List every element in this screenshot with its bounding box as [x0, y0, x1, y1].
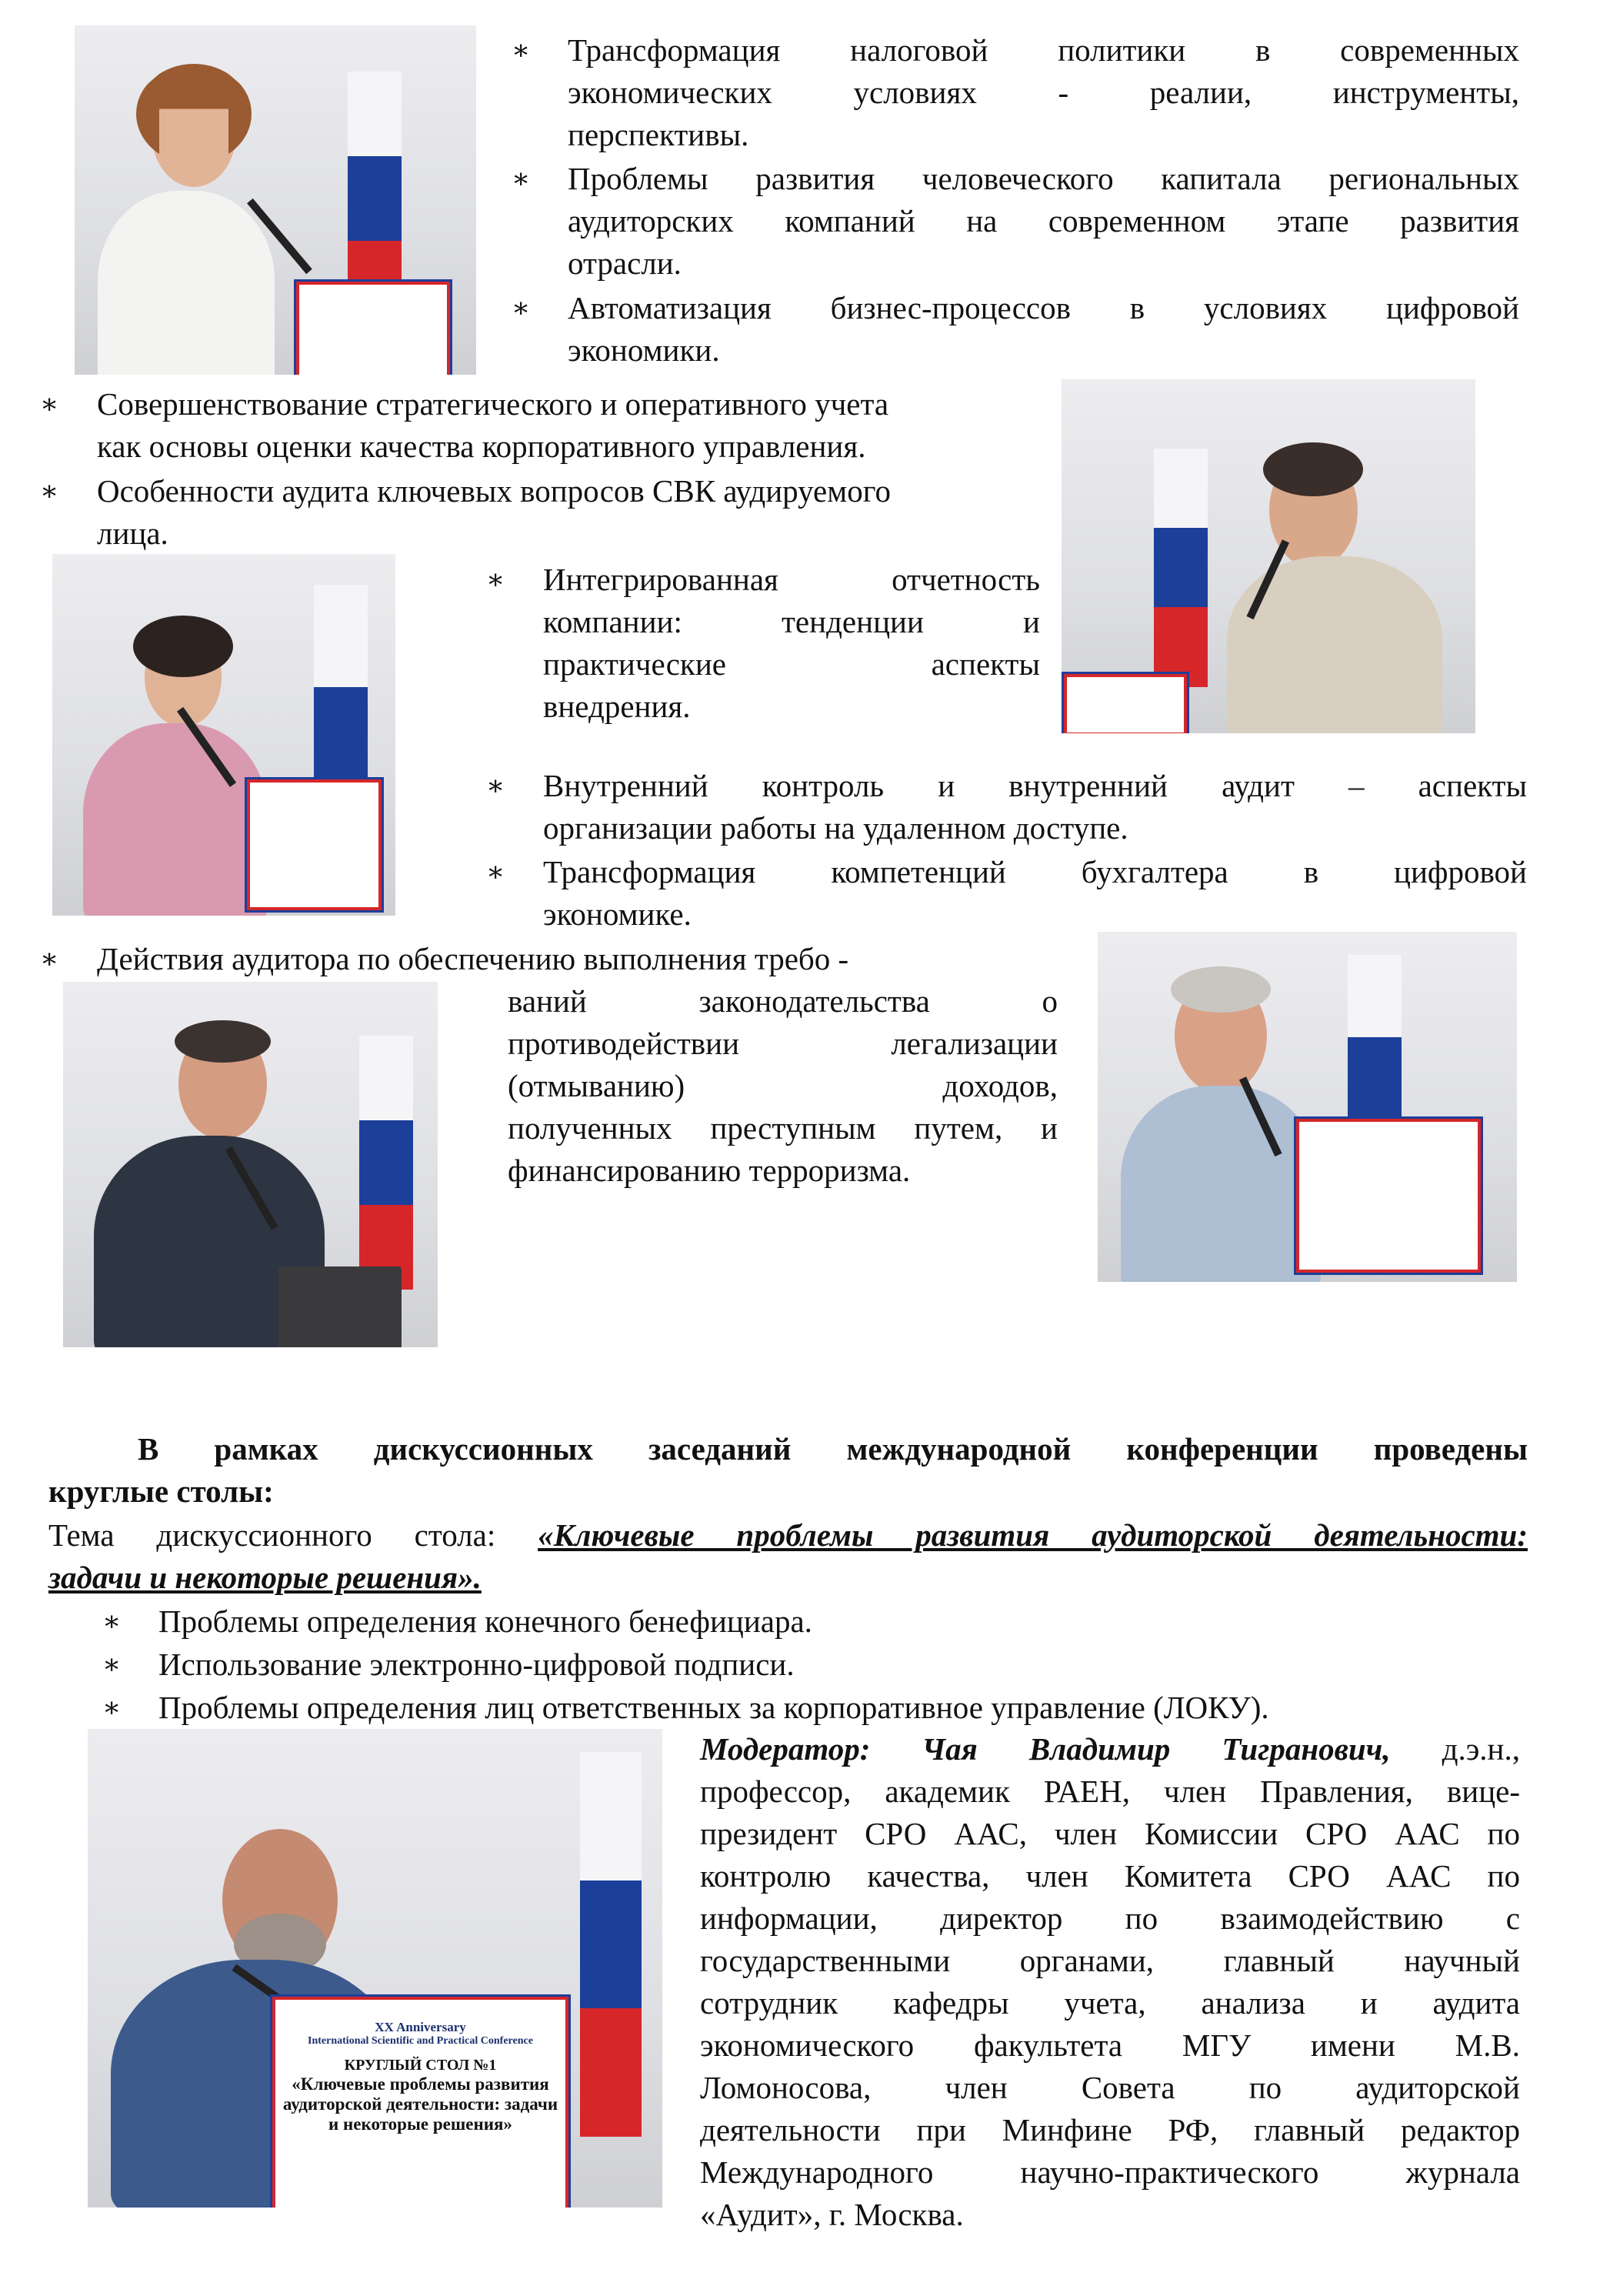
bullet: ∗	[102, 1606, 122, 1637]
russian-flag	[359, 1036, 413, 1290]
bullet: ∗	[486, 856, 505, 887]
bullet: ∗	[486, 564, 505, 595]
podium-sign	[1062, 672, 1189, 733]
list-item-continuation: ваний законодательства о противодействии легализации (отмыванию) доходов, полученных преступным путем, и финансированию терроризма.	[508, 983, 1058, 1188]
bullet: ∗	[486, 770, 505, 801]
podium-sign	[1294, 1116, 1483, 1275]
speaker-body	[1121, 1086, 1321, 1282]
speaker-hair	[133, 616, 233, 677]
speaker-hair	[1263, 442, 1363, 496]
speaker-hair	[175, 1020, 271, 1063]
topic-title-cont: задачи и некоторые решения».	[48, 1560, 482, 1595]
section-heading: В рамках дискуссионных заседаний международной конференции проведены круглые столы:	[48, 1431, 1528, 1509]
bullet: ∗	[512, 292, 531, 323]
speaker-body	[1227, 556, 1442, 733]
podium-sign	[245, 777, 384, 913]
bullet: ∗	[40, 389, 59, 419]
bullet: ∗	[512, 163, 531, 194]
speaker-body	[83, 723, 268, 916]
bullet: ∗	[40, 476, 59, 506]
bullet: ∗	[102, 1649, 122, 1680]
speaker-photo-4	[63, 982, 438, 1347]
list-item: Проблемы определения конечного бенефициара.	[158, 1604, 812, 1639]
list-item-first-line: Действия аудитора по обеспечению выполнения требо -	[97, 941, 849, 976]
list-item: Использование электронно-цифровой подписи.	[158, 1647, 795, 1682]
russian-flag	[580, 1752, 642, 2137]
topic-title: «Ключевые проблемы развития аудиторской деятельности:	[538, 1517, 1528, 1553]
speaker-photo-2	[1062, 379, 1475, 733]
bullet: ∗	[512, 35, 531, 65]
bullet: ∗	[40, 943, 59, 974]
list-item: Внутренний контроль и внутренний аудит – аспекты организации работы на удаленном доступе.	[543, 768, 1527, 846]
list-item: Особенности аудита ключевых вопросов СВК аудируемого лица.	[97, 473, 891, 551]
speaker-body	[98, 191, 275, 375]
moderator-name: Модератор: Чая Владимир Тигранович,	[700, 1731, 1391, 1767]
discussion-topic: Тема дискуссионного стола: «Ключевые проблемы развития аудиторской деятельности: задачи и некоторые решения».	[48, 1517, 1528, 1595]
list-item: Трансформация налоговой политики в современных экономических условиях - реалии, инструменты, перспективы.	[568, 32, 1519, 152]
moderator-info: Модератор: Чая Владимир Тигранович, д.э.н., профессор, академик РАЕН, член Правления, вице- президент СРО ААС, член Комиссии СРО ААС по контролю качества, член Комитета СРО ААС по информации, директор по взаимодействию с государственными органами, главный научный сотрудник кафедры учета, анализа и аудита экономического факультета МГУ имени М.В. Ломоносова, член Совета по аудиторской деятельности при Минфине РФ, главный редактор Международного научно-практического журнала «Аудит», г. Москва.	[700, 1731, 1520, 2232]
moderator-photo	[88, 1729, 662, 2208]
list-item: Проблемы развития человеческого капитала региональных аудиторских компаний на современном этапе развития отрасли.	[568, 161, 1519, 281]
podium-sign: XX Anniversary International Scientific and Practical Conference КРУГЛЫЙ СТОЛ №1 «Ключевые проблемы развития аудиторской деятельности: задачи и некоторые решения»	[270, 1994, 571, 2208]
list-item: Совершенствование стратегического и оперативного учета как основы оценки качества корпоративного управления.	[97, 386, 889, 464]
podium	[278, 1266, 402, 1347]
list-item: Автоматизация бизнес-процессов в условиях цифровой экономики.	[568, 290, 1519, 368]
list-item: Трансформация компетенций бухгалтера в цифровой экономике.	[543, 854, 1527, 932]
speaker-photo-3	[52, 554, 395, 916]
russian-flag	[1154, 449, 1208, 687]
list-item: Проблемы определения лиц ответственных за корпоративное управление (ЛОКУ).	[158, 1690, 1269, 1725]
speaker-photo-1	[75, 25, 476, 375]
speaker-hair	[1171, 966, 1271, 1013]
podium-sign	[294, 279, 452, 375]
bullet: ∗	[102, 1692, 122, 1723]
speaker-photo-5	[1098, 932, 1517, 1282]
list-item: Интегрированная отчетность компании: тенденции и практические аспекты внедрения.	[543, 562, 1040, 724]
